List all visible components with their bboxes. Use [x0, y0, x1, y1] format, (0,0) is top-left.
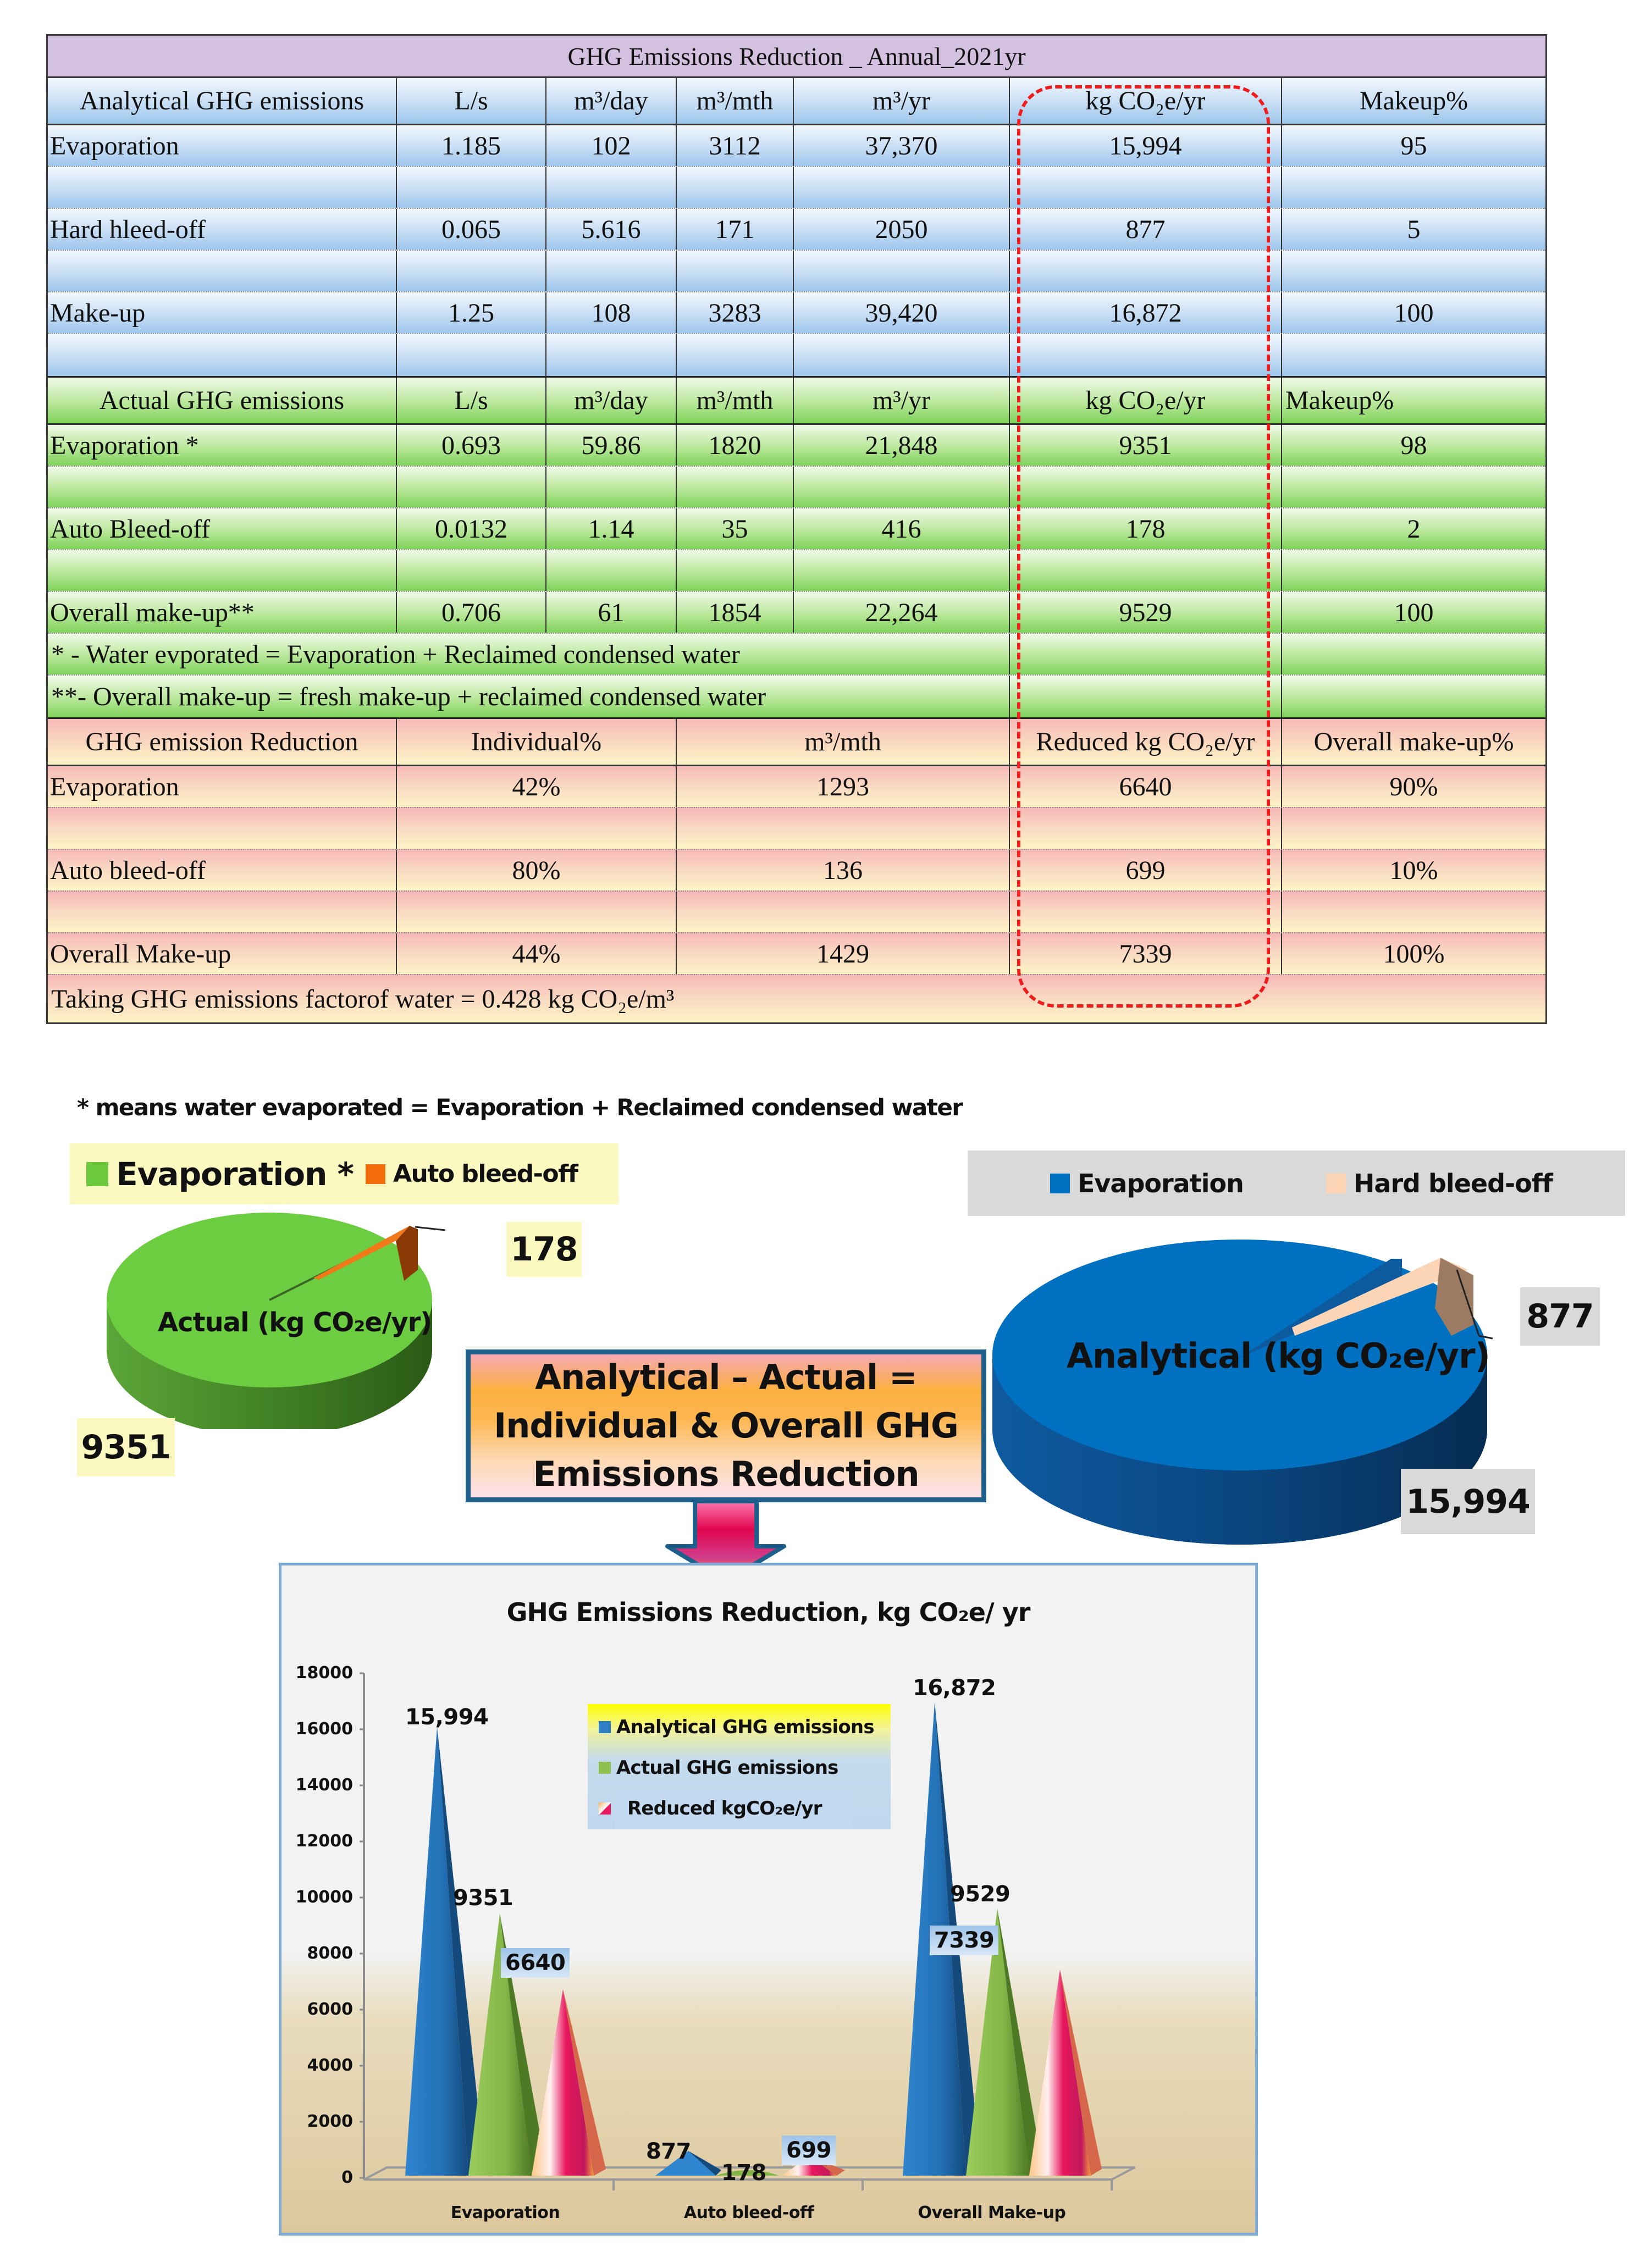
spacer-row — [48, 251, 1545, 292]
legend-item-actual — [599, 1757, 838, 1779]
evaporation-footnote: * means water evaporated = Evaporation + Reclaimed condensed water — [77, 1094, 963, 1121]
reduction-section — [48, 717, 1545, 1022]
header-cell: m³/day — [546, 78, 677, 124]
spacer-row — [48, 334, 1545, 376]
table-cell: 98 — [1400, 430, 1427, 460]
legend-swatch-icon — [366, 1164, 385, 1184]
table-cell: 877 — [1010, 209, 1282, 250]
actual-header-row — [48, 378, 1545, 425]
table-cell: 1293 — [677, 766, 1010, 807]
table-cell: 16,872 — [1010, 292, 1282, 333]
table-cell: 22,264 — [794, 592, 1010, 633]
y-tick-label: 16000 — [295, 1719, 353, 1739]
header-cell: m³/mth — [677, 719, 1010, 765]
data-label: 9529 — [950, 1882, 1011, 1907]
header-cell: L/s — [397, 378, 546, 423]
x-category-label: Evaporation — [450, 2203, 560, 2222]
actual-pie-legend — [70, 1143, 619, 1204]
table-cell: 39,420 — [794, 292, 1010, 333]
header-cell: m³/yr — [794, 78, 1010, 124]
table-cell: 2050 — [794, 209, 1010, 250]
table-cell: 0.065 — [397, 209, 546, 250]
table-cell: 178 — [1010, 508, 1282, 549]
table-cell: 35 — [677, 508, 794, 549]
spacer-row — [48, 808, 1545, 850]
legend-label: Evaporation * — [116, 1155, 354, 1193]
row-label: Make-up — [48, 292, 397, 333]
table-cell: 10% — [1389, 855, 1438, 885]
data-label: 178 — [721, 2160, 766, 2186]
row-label: Overall make-up** — [48, 592, 397, 633]
table-cell: 1429 — [677, 933, 1010, 974]
chart-legend — [588, 1704, 891, 1829]
box-line: Individual & Overall GHG — [494, 1406, 958, 1446]
legend-item-reduced — [599, 1797, 822, 1819]
legend-swatch-icon — [1050, 1174, 1070, 1193]
box-line: Emissions Reduction — [533, 1454, 919, 1494]
emission-factor-note: Taking GHG emissions factorof water = 0.428 kg CO₂e/m³ — [51, 984, 675, 1014]
analytical-pie-title: Analytical (kg CO₂e/yr) — [1067, 1336, 1490, 1376]
actual-pie-title: Actual (kg CO₂e/yr) — [158, 1307, 432, 1338]
cone-plot-area — [281, 1566, 1255, 2233]
table-cell: 100 — [1394, 298, 1434, 328]
legend-item-analytical — [599, 1716, 874, 1738]
legend-label: Reduced kgCO₂e/yr — [627, 1797, 822, 1819]
data-label: 9351 — [453, 1885, 513, 1911]
legend-swatch-icon — [599, 1721, 611, 1733]
chart-title: GHG Emissions Reduction, kg CO₂e/ yr — [506, 1597, 1030, 1627]
table-cell: 5.616 — [546, 209, 677, 250]
analytical-header-row — [48, 78, 1545, 125]
hard-bleed-off-value-label: 877 — [1520, 1287, 1600, 1346]
table-cell: 1820 — [677, 425, 794, 466]
spacer-row — [48, 550, 1545, 592]
spacer-row — [48, 167, 1545, 209]
table-row — [48, 508, 1545, 550]
y-tick-label: 0 — [341, 2168, 353, 2187]
table-cell: 59.86 — [546, 425, 677, 466]
header-cell: m³/mth — [677, 78, 794, 124]
legend-label: Hard bleed-off — [1353, 1168, 1553, 1198]
row-label: Auto Bleed-off — [48, 508, 397, 549]
auto-bleed-off-value-label: 178 — [506, 1222, 582, 1277]
row-label: Hard hleed-off — [48, 209, 397, 250]
data-label: 7339 — [930, 1926, 998, 1955]
note-row — [48, 676, 1545, 717]
table-cell: 100% — [1383, 939, 1445, 969]
analytical-pie-legend — [968, 1150, 1625, 1216]
table-row — [48, 850, 1545, 892]
table-cell: 95 — [1400, 131, 1427, 161]
table-cell: 21,848 — [794, 425, 1010, 466]
table-cell: 3283 — [677, 292, 794, 333]
reduction-chart — [279, 1563, 1258, 2236]
table-cell: 37,370 — [794, 125, 1010, 166]
legend-label: Actual GHG emissions — [616, 1757, 838, 1779]
table-cell: 1854 — [677, 592, 794, 633]
y-tick-label: 6000 — [307, 2000, 353, 2019]
header-cell: m³/day — [546, 378, 677, 423]
table-cell: 0.706 — [397, 592, 546, 633]
table-row — [48, 592, 1545, 634]
header-cell: kg CO₂e/yr — [1010, 78, 1282, 124]
table-cell: 2 — [1407, 514, 1421, 544]
note-row — [48, 634, 1545, 676]
box-line: Analytical – Actual = — [535, 1357, 917, 1397]
table-cell: 42% — [397, 766, 677, 807]
table-cell: 3112 — [677, 125, 794, 166]
table-cell: 6640 — [1010, 766, 1282, 807]
actual-section — [48, 376, 1545, 717]
y-tick-label: 4000 — [307, 2056, 353, 2075]
y-tick-label: 2000 — [307, 2112, 353, 2131]
legend-swatch-icon — [1326, 1174, 1346, 1193]
table-cell: 0.693 — [397, 425, 546, 466]
table-cell: 15,994 — [1010, 125, 1282, 166]
table-cell: 44% — [397, 933, 677, 974]
evaporation-value-label: 15,994 — [1401, 1469, 1535, 1534]
table-cell: 136 — [677, 850, 1010, 890]
table-cell: 7339 — [1010, 933, 1282, 974]
header-cell: Reduced kg CO₂e/yr — [1010, 719, 1282, 765]
y-tick-label: 8000 — [307, 1944, 353, 1963]
table-cell: 1.25 — [397, 292, 546, 333]
table-cell: 108 — [546, 292, 677, 333]
header-cell: Actual GHG emissions — [48, 378, 397, 423]
header-cell: L/s — [397, 78, 546, 124]
header-cell: Overall make-up% — [1313, 727, 1514, 756]
table-title: GHG Emissions Reduction _ Annual_2021yr — [48, 36, 1545, 78]
x-category-label: Overall Make-up — [918, 2203, 1066, 2222]
reduction-header-row — [48, 719, 1545, 766]
header-cell: GHG emission Reduction — [48, 719, 397, 765]
table-cell: 699 — [1010, 850, 1282, 890]
data-label: 877 — [646, 2139, 691, 2164]
data-label: 6640 — [501, 1948, 570, 1978]
row-label: Overall Make-up — [48, 933, 397, 974]
table-row — [48, 125, 1545, 167]
x-category-label: Auto bleed-off — [683, 2203, 814, 2222]
table-cell: 0.0132 — [397, 508, 546, 549]
difference-explanation-box — [466, 1349, 986, 1502]
footnote: * - Water evporated = Evaporation + Reclaimed condensed water — [48, 634, 1010, 674]
y-tick-label: 12000 — [295, 1832, 353, 1851]
table-cell: 102 — [546, 125, 677, 166]
data-label: 15,994 — [405, 1705, 489, 1730]
legend-label: Auto bleed-off — [393, 1160, 578, 1188]
table-cell: 5 — [1407, 214, 1421, 244]
header-cell: Analytical GHG emissions — [48, 78, 397, 124]
footer-row — [48, 975, 1545, 1022]
header-cell: m³/yr — [794, 378, 1010, 423]
evaporation-value-label: 9351 — [77, 1418, 175, 1476]
legend-label: Analytical GHG emissions — [616, 1716, 874, 1738]
data-label: 699 — [782, 2136, 836, 2165]
data-label: 16,872 — [913, 1675, 996, 1701]
table-cell: 80% — [397, 850, 677, 890]
footnote: **- Overall make-up = fresh make-up + reclaimed condensed water — [48, 676, 1010, 717]
table-cell: 90% — [1389, 772, 1438, 801]
spacer-row — [48, 467, 1545, 508]
table-row — [48, 766, 1545, 808]
ghg-emissions-table — [46, 34, 1547, 1024]
legend-label: Evaporation — [1078, 1168, 1244, 1198]
analytical-section — [48, 78, 1545, 376]
header-cell: Individual% — [397, 719, 677, 765]
y-tick-label: 18000 — [295, 1663, 353, 1683]
header-cell: Makeup% — [1285, 386, 1394, 415]
table-cell: 100 — [1394, 598, 1434, 627]
table-cell: 61 — [546, 592, 677, 633]
header-cell: m³/mth — [677, 378, 794, 423]
legend-swatch-icon — [599, 1802, 611, 1815]
table-cell: 9351 — [1010, 425, 1282, 466]
header-cell: kg CO₂e/yr — [1010, 378, 1282, 423]
table-cell: 171 — [677, 209, 794, 250]
table-row — [48, 933, 1545, 975]
header-cell: Makeup% — [1359, 86, 1468, 115]
spacer-row — [48, 892, 1545, 933]
table-row — [48, 292, 1545, 334]
table-cell: 1.185 — [397, 125, 546, 166]
row-label: Auto bleed-off — [48, 850, 397, 890]
row-label: Evaporation — [48, 125, 397, 166]
table-cell: 416 — [794, 508, 1010, 549]
legend-swatch-icon — [599, 1762, 611, 1774]
row-label: Evaporation * — [48, 425, 397, 466]
table-cell: 1.14 — [546, 508, 677, 549]
row-label: Evaporation — [48, 766, 397, 807]
table-row — [48, 209, 1545, 251]
table-row — [48, 425, 1545, 467]
y-tick-label: 14000 — [295, 1775, 353, 1795]
table-cell: 9529 — [1010, 592, 1282, 633]
legend-swatch-icon — [86, 1162, 108, 1186]
y-tick-label: 10000 — [295, 1888, 353, 1907]
